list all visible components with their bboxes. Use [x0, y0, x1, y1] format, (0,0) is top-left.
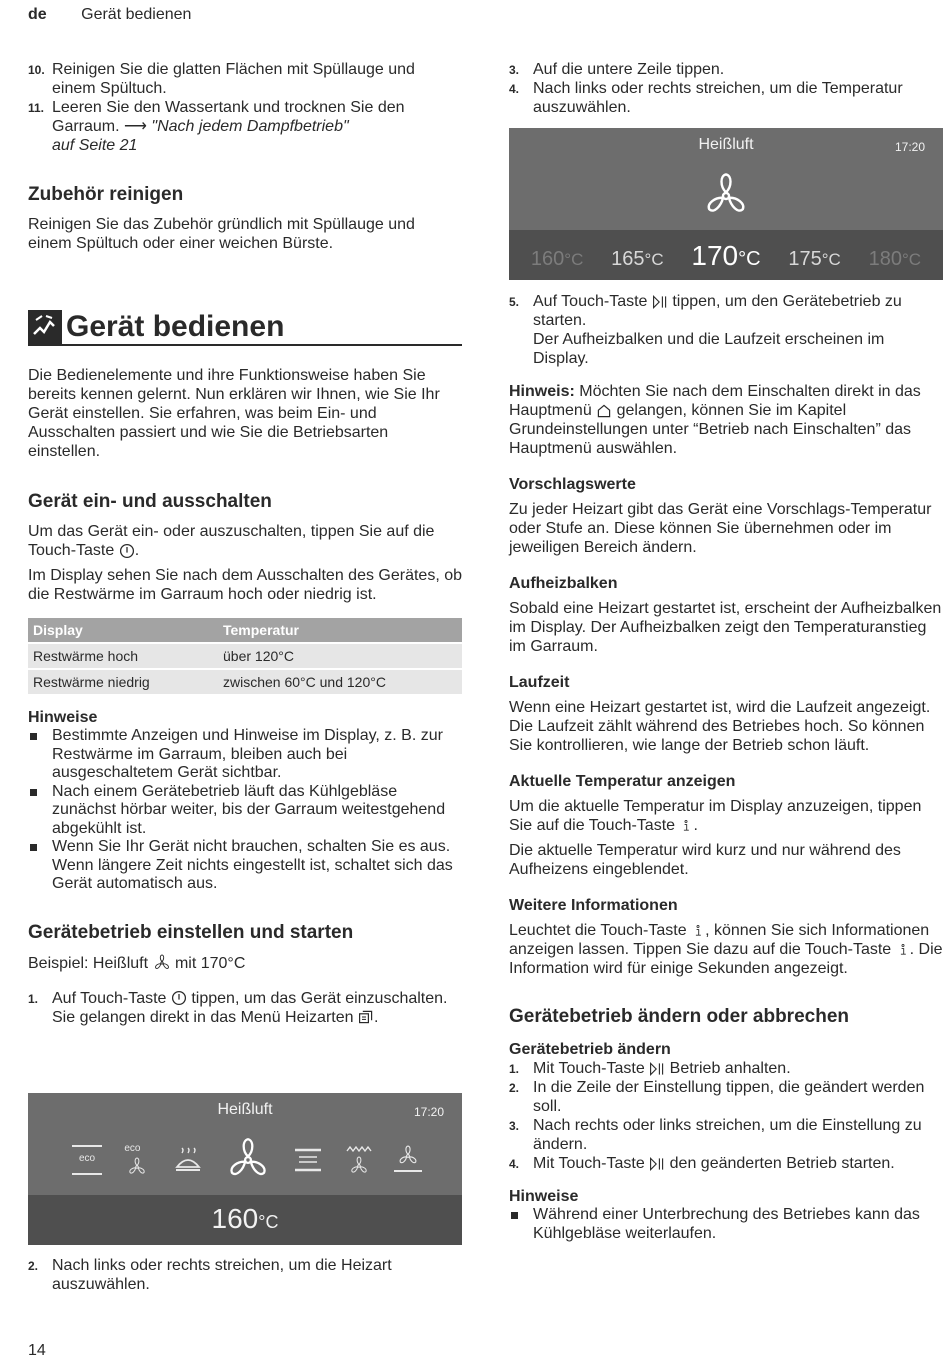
aufheiz-text: Sobald eine Heizart gestartet ist, erscheint der Aufheizbalken im Display. Der Aufheizbalken zeigt den Temperaturanstieg im Garraum. [509, 600, 942, 655]
bullet-icon [30, 733, 37, 740]
arrow-icon: ⟶ [124, 118, 147, 135]
oven-display-heating-modes [28, 1093, 462, 1245]
play-pause-icon [649, 1156, 665, 1172]
main-section-header [28, 308, 462, 346]
right-column-lower [509, 292, 943, 1243]
bullet-icon [30, 789, 37, 796]
pizza-mode-icon[interactable] [173, 1145, 203, 1175]
hinweise-title: Hinweise [28, 709, 98, 726]
top-bottom-heat-icon[interactable] [293, 1147, 323, 1173]
display-clock: 17:20 [894, 140, 925, 154]
left-column [28, 60, 462, 1027]
play-pause-icon [652, 294, 668, 310]
oven-display-temperature [509, 128, 943, 280]
cross-reference-link[interactable]: "Nach jedem Dampfbetrieb" [151, 118, 349, 135]
power-icon [119, 543, 135, 559]
section-title-aendern: Gerätebetrieb ändern oder abbrechen [509, 1006, 849, 1027]
zubehoer-text: Reinigen Sie das Zubehör gründlich mit Spüllauge und einem Spültuch oder einer weichen Bürste. [28, 216, 415, 252]
page-header [28, 6, 191, 24]
main-section-title: Gerät bedienen [66, 310, 285, 343]
hot-air-fan-icon [702, 172, 750, 220]
temperature-option[interactable]: 180°C [868, 248, 922, 270]
right-column [509, 60, 943, 117]
list-item: Nach einem Gerätebetrieb läuft das Kühlgebläse zunächst hörbar weiter, bis der Garraum weitestgehend abgekühlt ist. [28, 783, 462, 839]
weitere-title: Weitere Informationen [509, 897, 678, 914]
display-mode-label: Heißluft [217, 1101, 273, 1118]
language-code: de [28, 6, 47, 23]
home-icon [596, 403, 612, 419]
eco-mode-icon[interactable]: eco [72, 1145, 102, 1175]
step-3: 3. Auf die untere Zeile tippen. [509, 61, 725, 78]
power-icon [171, 990, 187, 1006]
aendern-step-4: 4. Mit Touch-Taste den geänderten Betrieb starten. [509, 1155, 895, 1172]
aendern-step-1: 1. Mit Touch-Taste Betrieb anhalten. [509, 1060, 791, 1077]
list-item: Wenn Sie Ihr Gerät nicht brauchen, schalten Sie es aus. Wenn längere Zeit nichts eingestellt ist, schaltet sich das Gerät automatisch aus. [28, 838, 462, 894]
vorschlag-text: Zu jeder Heizart gibt das Gerät eine Vorschlags-Temperatur oder Stufe an. Diese können Sie übernehmen oder im jeweiligen Bereich ändern. [509, 501, 932, 556]
eco-fan-icon[interactable]: eco [124, 1145, 150, 1175]
table-row [28, 643, 462, 669]
aktuell-text-1: Um die aktuelle Temperatur im Display anzuzeigen, tippen Sie auf die Touch-Taste . [509, 798, 922, 834]
table-header-display: Display [28, 618, 218, 643]
temperature-options[interactable] [509, 240, 943, 272]
hinweis-text: Hinweis: Möchten Sie nach dem Einschalten direkt in das Hauptmenü gelangen, können Sie im Kapitel Grundeinstellungen unter “Betrieb nach Einschalten” das Hauptmenü auswählen. [509, 383, 921, 457]
list-item: Während einer Unterbrechung des Betriebes kann das Kühlgebläse weiterlaufen. [509, 1206, 943, 1243]
step-1: 1. Auf Touch-Taste tippen, um das Gerät einzuschalten. Sie gelangen direkt in das Menü Heizarten . [28, 989, 448, 1026]
temperature-option[interactable]: 165°C [611, 248, 664, 270]
ein-aus-text-1: Um das Gerät ein- oder auszuschalten, tippen Sie auf die Touch-Taste . [28, 523, 435, 559]
aendern-subtitle: Gerätebetrieb ändern [509, 1041, 671, 1058]
display-clock: 17:20 [413, 1105, 444, 1119]
table-cell: über 120°C [218, 643, 462, 669]
aufheiz-title: Aufheizbalken [509, 575, 618, 592]
temperature-band[interactable] [28, 1195, 462, 1245]
play-pause-icon [649, 1061, 665, 1077]
laufzeit-title: Laufzeit [509, 674, 570, 691]
aendern-step-2: 2. In die Zeile der Einstellung tippen, die geändert werden soll. [509, 1079, 925, 1115]
beispiel-text: Beispiel: Heißluft mit 170°C [28, 954, 246, 972]
step-11: 11. Leeren Sie den Wassertank und trocknen Sie den Garraum. ⟶ "Nach jedem Dampfbetrieb" auf Seite 21 [28, 99, 405, 154]
table-cell: zwischen 60°C und 120°C [218, 669, 462, 694]
temperature-option[interactable]: 175°C [788, 248, 841, 270]
section-title-zubehoer: Zubehör reinigen [28, 184, 184, 205]
bullet-icon [511, 1212, 518, 1219]
table-row [28, 669, 462, 694]
info-icon [679, 818, 693, 834]
temperature-slider[interactable] [509, 230, 943, 280]
weitere-text: Leuchtet die Touch-Taste , können Sie sich Informationen anzeigen lassen. Tippen Sie dazu auf die Touch-Taste . Die Information wird für einige Sekunden angezeigt. [509, 922, 943, 977]
table-cell: Restwärme hoch [28, 643, 218, 669]
bullet-icon [30, 844, 37, 851]
fan-icon [153, 954, 171, 972]
ein-aus-text-2: Im Display sehen Sie nach dem Ausschalten des Gerätes, ob die Restwärme im Garraum hoch oder niedrig ist. [28, 567, 463, 603]
hinweise-title-right: Hinweise [509, 1188, 579, 1205]
info-icon [691, 923, 705, 939]
table-cell: Restwärme niedrig [28, 669, 218, 694]
temperature-option[interactable]: 160°C [530, 248, 584, 270]
current-temperature[interactable]: 160°C [211, 1203, 279, 1234]
step-5: 5. Auf Touch-Taste tippen, um den Gerätebetrieb zu starten. Der Aufheizbalken und die Laufzeit erscheinen im Display. [509, 293, 902, 367]
step-2: 2. Nach links oder rechts streichen, um die Heizart auszuwählen. [28, 1257, 392, 1293]
display-mode-label: Heißluft [698, 136, 754, 153]
bottom-heat-fan-icon[interactable] [394, 1145, 422, 1175]
laufzeit-text: Wenn eine Heizart gestartet ist, wird die Laufzeit angezeigt. Die Laufzeit zählt während des Betriebes hoch. So können Sie kontrollieren, wie lange der Betrieb schon läuft. [509, 699, 931, 754]
cross-reference-page: auf Seite 21 [52, 137, 138, 154]
heating-mode-row[interactable] [72, 1135, 422, 1185]
aendern-step-3: 3. Nach rechts oder links streichen, um die Einstellung zu ändern. [509, 1117, 922, 1153]
table-header-row [28, 618, 462, 643]
list-item: Bestimmte Anzeigen und Hinweise im Display, z. B. zur Restwärme im Garraum, bleiben auch bei ausgeschaltetem Gerät sichtbar. [28, 727, 462, 783]
step-10: 10. Reinigen Sie die glatten Flächen mit Spüllauge und einem Spültuch. [28, 61, 415, 97]
temperature-option-selected[interactable]: 170°C [691, 240, 761, 271]
info-icon [896, 942, 910, 958]
section-title-betrieb: Gerätebetrieb einstellen und starten [28, 921, 354, 943]
grill-fan-icon[interactable] [346, 1145, 372, 1175]
main-intro: Die Bedienelemente und ihre Funktionsweise haben Sie bereits kennen gelernt. Nun erklären wir Ihnen, wie Sie Ihr Gerät einstellen. Sie erfahren, was beim Ein- und Ausschalten passiert und wie Sie die Betriebsarten einstellen. [28, 367, 440, 460]
restwaerme-table [28, 618, 462, 694]
heating-menu-icon [358, 1009, 374, 1025]
aktuell-title: Aktuelle Temperatur anzeigen [509, 773, 736, 790]
hot-air-fan-icon[interactable] [225, 1137, 271, 1183]
section-title-ein-aus: Gerät ein- und ausschalten [28, 491, 272, 512]
aktuell-text-2: Die aktuelle Temperatur wird kurz und nur während des Aufheizens eingeblendet. [509, 842, 901, 878]
table-header-temperatur: Temperatur [218, 618, 462, 643]
header-title: Gerät bedienen [81, 6, 192, 23]
page-number: 14 [28, 1342, 46, 1359]
hand-touch-icon [28, 310, 62, 344]
vorschlag-title: Vorschlagswerte [509, 476, 636, 493]
step-4: 4. Nach links oder rechts streichen, um die Temperatur auszuwählen. [509, 80, 903, 116]
